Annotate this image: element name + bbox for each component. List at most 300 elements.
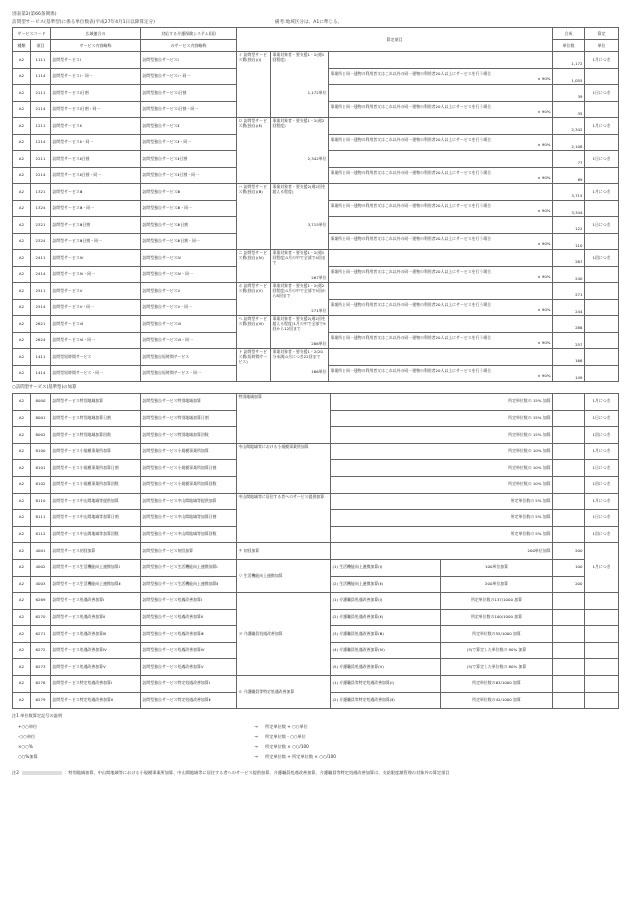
item-cell: 2214 [31,167,51,184]
name-cell: 訪問型サービスⅢ日割 [51,217,141,234]
total-units-cell: 1,172 [553,52,585,69]
name-cell: 訪問型サービスⅢ日割・同一 [51,233,141,250]
calc-unit-cell [585,283,619,300]
name-cell: 訪問型サービス処遇改善加算Ⅳ [51,642,141,659]
group-desc: 事業対象者・要支援1・2(週1回程度)1月の中で全部で4回まで [272,250,326,266]
note-formula: 所定単位数 + 所定単位数 × ○○/100 [265,753,336,759]
group-desc: 事業対象者・要支援1・2(週1回程度) [272,52,325,63]
system-name-cell: 訪問型独自サービスⅥ [141,316,237,333]
name-cell: 訪問型サービスⅤ・同一 [51,299,141,316]
group-desc: 事業対象者・要支援1・2(20分未満)1月につき22回まで [272,349,323,360]
total-units-cell: 271 [553,283,585,300]
calc-cell: 所定単位数の 5% 加算 [331,526,553,543]
same-building-pct: × 90% [537,75,551,81]
system-name-cell: 訪問型独自サービス特別地域加算日割 [141,410,237,427]
group-desc-cell [271,283,329,316]
calc-unit-cell [585,642,619,659]
system-name-cell: 訪問型独自短時間サービス [141,349,237,366]
total-units-cell: 69 [553,167,585,184]
system-name-cell: 訪問型独自サービス処遇改善加算Ⅲ [141,626,237,643]
calc-cell: 所定単位数の55/1000 加算 [441,626,553,643]
name-cell: 訪問型サービス中山間地域等提供加算 [51,493,141,510]
name-cell: 訪問型サービス中山間地域等加算日割 [51,510,141,527]
arrow-icon: → [254,743,258,749]
calc-cell: (3)で算定した単位数の 90% 加算 [441,642,553,659]
item-cell: 8001 [31,410,51,427]
note-symbol: +○○単位 [18,723,38,729]
group-desc: 事業対象者・要支援2(週2回を超える程度) [272,184,326,195]
kind-cell: A2 [13,250,31,267]
item-cell: 2411 [31,250,51,267]
group-label-cell: ニ 訪問型サービス費(独自)(Ⅳ) [237,250,271,283]
col-name-a: 広域連合の [51,28,141,40]
item-cell: 1111 [31,52,51,69]
calc-cell [329,283,553,300]
total-units-cell [553,676,585,693]
system-name-cell: 訪問型独自サービス中山間地域等加算日割 [141,510,237,527]
kind-cell: A2 [13,460,31,477]
item-cell: 6273 [31,659,51,676]
calc-cell [329,101,553,118]
system-name-cell: 訪問型独自サービスⅣ [141,250,237,267]
sub-item-cell: (2) 生活機能向上連携加算(Ⅱ) [331,576,441,593]
total-units-cell: 166 [553,349,585,366]
unit-table-additions [12,393,619,709]
calc-cell: 所定単位数の 10% 加算 [331,443,553,460]
total-units-cell: 149 [553,365,585,382]
kind-cell: A2 [13,427,31,444]
region-note: 備考:地域区分は、A1に準じる。 [274,19,343,25]
system-name-cell: 訪問型独自サービスⅣ・同一 [141,266,237,283]
total-units-cell [553,443,585,460]
kind-cell: A2 [13,659,31,676]
table-row [13,349,619,366]
group-label-cell: ハ 訪問型サービス費(独自)(Ⅲ) [237,184,271,250]
calc-cell: 100単位加算 [441,559,553,576]
kind-cell: A2 [13,68,31,85]
calc-cell [329,349,553,366]
item-cell: 2414 [31,266,51,283]
total-units-cell: 200 [553,576,585,593]
kind-cell: A2 [13,365,31,382]
name-cell: 訪問型サービスⅥ・同一 [51,332,141,349]
note-item [12,732,618,742]
item-cell: 8101 [31,460,51,477]
redacted-mark [22,771,62,775]
sub-item-cell: (1) 生活機能向上連携加算(Ⅰ) [331,559,441,576]
total-units-cell [553,609,585,626]
name-cell: 訪問型サービス処遇改善加算Ⅱ [51,609,141,626]
same-building-text: 事業所と同一建物の利用者又はこれ以外の同一建物の利用者20人以上にサービスを行う場合 [330,136,492,142]
same-building-pct: × 90% [537,240,551,246]
calc-cell: 200単位加算 [331,543,553,560]
col-kind: 種類 [13,40,31,52]
calc-unit-cell [585,676,619,693]
group-units: 2,342単位 [307,156,327,162]
calc-cell: 所定単位数の 10% 加算 [331,476,553,493]
total-units-cell: 122 [553,217,585,234]
name-cell: 訪問型サービス処遇改善加算Ⅰ [51,593,141,610]
total-units-cell [553,593,585,610]
system-name-cell: 訪問型独自サービス小規模事業所加算 [141,443,237,460]
total-units-cell [553,659,585,676]
same-building-pct: × 90% [537,207,551,213]
sub-item-cell: (2) 介護職員等特定処遇改善加算(Ⅱ) [331,692,441,709]
name-cell: 訪問型サービス生活機能向上連携加算Ⅱ [51,576,141,593]
calc-cell [329,365,553,382]
arrow-icon: → [254,733,258,739]
system-name-cell: 訪問型独自サービス小規模事業所加算日割 [141,460,237,477]
sub-item-cell: (1) 介護職員等特定処遇改善加算(Ⅰ) [331,676,441,693]
note-symbol: -○○単位 [18,733,36,739]
notes-section [12,713,618,775]
unit-table-basic [12,27,619,382]
total-units-cell [553,510,585,527]
calc-unit-cell: 1月につき [585,184,619,201]
calc-unit-cell [585,349,619,366]
kind-cell: A2 [13,299,31,316]
total-units-cell: 77 [553,151,585,168]
calc-cell [329,266,553,283]
calc-cell: 所定単位数の 5% 加算 [331,493,553,510]
calc-cell: 所定単位数の 10% 加算 [331,460,553,477]
same-building-text: 事業所と同一建物の利用者又はこれ以外の同一建物の利用者20人以上にサービスを行う場合 [330,235,492,241]
section-additions-title: ○訪問型サービス(基準型)の加算 [12,385,77,391]
calc-unit-cell: 1日につき [585,85,619,102]
same-building-text: 事業所と同一建物の利用者又はこれ以外の同一建物の利用者20人以上にサービスを行う場合 [330,169,492,175]
total-units-cell: 2,108 [553,134,585,151]
kind-cell: A2 [13,576,31,593]
addition-group-cell: ル 介護職員等特定処遇改善加算 [237,676,331,709]
calc-unit-cell: 1月につき [585,543,619,593]
calc-unit-cell: 1回につき [585,526,619,543]
name-cell: 訪問型サービスⅥ [51,316,141,333]
addition-group-cell: ヌ 介護職員処遇改善加算 [237,593,331,676]
table-row [13,184,619,201]
kind-cell: A2 [13,349,31,366]
calc-cell [329,233,553,250]
system-name-cell: 訪問型独自サービス処遇改善加算Ⅱ [141,609,237,626]
name-cell: 訪問型サービス小規模事業所加算日割 [51,460,141,477]
addition-group-cell: 中山間地域等における小規模事業所加算 [237,443,331,493]
calc-cell: 所定単位数の63/1000 加算 [441,676,553,693]
group-desc-cell [271,250,329,283]
document-header [12,12,618,25]
system-name-cell: 訪問型独自サービス特別地域加算回数 [141,427,237,444]
same-building-text: 事業所と同一建物の利用者又はこれ以外の同一建物の利用者20人以上にサービスを行う場合 [330,268,492,274]
calc-unit-cell [585,101,619,118]
calc-cell [329,134,553,151]
item-cell: 1411 [31,349,51,366]
kind-cell: A2 [13,217,31,234]
name-cell: 訪問型サービスⅣ [51,250,141,267]
total-units-cell: 3,344 [553,200,585,217]
total-units-cell: 2,342 [553,118,585,135]
note-item [12,722,618,732]
col-service-code: サービスコード [13,28,51,40]
name-cell: 訪問型サービスⅠ日割 [51,85,141,102]
item-cell: 4003 [31,576,51,593]
system-name-cell: 訪問型独自サービス生活機能向上連携加算Ⅰ [141,559,237,576]
system-name-cell: 訪問型独自サービス小規模事業所加算回数 [141,476,237,493]
calc-cell: 所定単位数の100/1000 加算 [441,609,553,626]
same-building-pct: × 90% [537,372,551,378]
system-name-cell: 訪問型独自サービスⅢ日割 [141,217,237,234]
col-name-b: サービス内容略称 [51,40,141,52]
calc-cell [329,200,553,217]
group-desc-cell [271,316,329,349]
item-cell: 1324 [31,200,51,217]
calc-cell: 200単位加算 [441,576,553,593]
kind-cell: A2 [13,443,31,460]
kind-cell: A2 [13,559,31,576]
table-row [13,118,619,135]
group-label-cell: ト 訪問型サービス費(短時間サービス) [237,349,271,382]
item-cell: 4001 [31,543,51,560]
addition-group-cell: 特別地域加算 [237,393,331,443]
item-cell: 6279 [31,692,51,709]
name-cell: 訪問型サービスⅢ・同一 [51,200,141,217]
item-cell: 2111 [31,85,51,102]
system-name-cell: 訪問型独自サービス初回加算 [141,543,237,560]
calc-cell [329,250,553,267]
total-units-cell: 110 [553,233,585,250]
kind-cell: A2 [13,410,31,427]
total-units-cell [553,526,585,543]
addition-group-cell: チ 初回加算 [237,543,331,560]
calc-unit-cell: 1日につき [585,151,619,168]
name-cell: 訪問型サービス処遇改善加算Ⅲ [51,626,141,643]
name-cell: 訪問型サービスⅣ・同一 [51,266,141,283]
name-cell: 訪問型サービス処遇改善加算Ⅴ [51,659,141,676]
calc-unit-cell: 1日につき [585,217,619,234]
item-cell: 6270 [31,609,51,626]
system-name-cell: 訪問型独自サービスⅡ・同一 [141,134,237,151]
total-units-cell [553,393,585,410]
kind-cell: A2 [13,493,31,510]
total-units-cell [553,410,585,427]
calc-unit-cell: 1月につき [585,443,619,460]
kind-cell: A2 [13,266,31,283]
calc-unit-cell [585,365,619,382]
system-name-cell: 訪問型独自サービスⅠ・同一 [141,68,237,85]
calc-unit-cell [585,134,619,151]
arrow-icon: → [254,723,258,729]
calc-unit-cell [585,299,619,316]
system-name-cell: 訪問型独自サービス生活機能向上連携加算Ⅱ [141,576,237,593]
item-cell: 8111 [31,510,51,527]
table-row [13,316,619,333]
total-units-cell [553,493,585,510]
group-units: 286単位 [311,341,327,347]
note-symbol: ○○%加算 [18,753,38,759]
table-number: 別表第2(第66条関係) [12,12,57,17]
table-row [13,543,619,560]
group-desc: 事業対象者・要支援1・2(週2回程度) [272,118,325,129]
kind-cell: A2 [13,118,31,135]
kind-cell: A2 [13,692,31,709]
group-desc-cell [271,52,329,118]
kind-cell: A2 [13,233,31,250]
item-cell: 8000 [31,393,51,410]
total-units-cell [553,642,585,659]
total-units-cell: 286 [553,316,585,333]
kind-cell: A2 [13,134,31,151]
system-name-cell: 訪問型独自サービス処遇改善加算Ⅴ [141,659,237,676]
kind-cell: A2 [13,85,31,102]
item-cell: 1114 [31,68,51,85]
item-cell: 8110 [31,493,51,510]
system-name-cell: 訪問型独自サービスⅢ・同一 [141,200,237,217]
item-cell: 2114 [31,101,51,118]
total-units-cell: 240 [553,266,585,283]
calc-unit-cell: 1日につき [585,410,619,427]
kind-cell: A2 [13,626,31,643]
col-total-a: 合成 [553,28,585,40]
calc-unit-cell [585,233,619,250]
name-cell: 訪問型短時間サービス [51,349,141,366]
total-units-cell: 39 [553,85,585,102]
group-desc: 事業対象者・要支援2(週2回を超える程度)1月の中で全部で9回から12回まで [272,316,326,332]
total-units-cell [553,692,585,709]
item-cell: 6272 [31,642,51,659]
system-name-cell: 訪問型独自サービス特定処遇改善加算Ⅰ [141,676,237,693]
kind-cell: A2 [13,510,31,527]
item-cell: 4002 [31,559,51,576]
item-cell: 8002 [31,427,51,444]
system-name-cell: 訪問型独自サービスⅡ日割・同一 [141,167,237,184]
same-building-pct: × 90% [537,273,551,279]
table-row [13,250,619,267]
name-cell: 訪問型サービスⅢ [51,184,141,201]
item-cell: 1211 [31,118,51,135]
kind-cell: A2 [13,52,31,69]
group-units: 1,172単位 [307,90,327,96]
same-building-text: 事業所と同一建物の利用者又はこれ以外の同一建物の利用者20人以上にサービスを行う場合 [330,301,492,307]
system-name-cell: 訪問型独自サービスⅠ日割・同一 [141,101,237,118]
item-cell: 6278 [31,676,51,693]
system-name-cell: 訪問型独自サービス特定処遇改善加算Ⅱ [141,692,237,709]
calc-cell: (3)で算定した単位数の 80% 加算 [441,659,553,676]
calc-unit-cell: 1回につき [585,250,619,267]
kind-cell: A2 [13,593,31,610]
calc-unit-cell: 1回につき [585,476,619,493]
calc-cell [329,52,553,69]
total-units-cell [553,476,585,493]
table-row [13,393,619,410]
group-label-cell: ロ 訪問型サービス費(独自)(Ⅱ) [237,118,271,184]
same-building-pct: × 90% [537,108,551,114]
kind-cell: A2 [13,642,31,659]
col-name-c: 対応する介護保険システム(国) [141,28,237,40]
total-units-cell [553,626,585,643]
calc-unit-cell: 1日につき [585,510,619,527]
total-units-cell: 200 [553,543,585,560]
sub-item-cell: (2) 介護職員処遇改善加算(Ⅱ) [331,609,441,626]
kind-cell: A2 [13,476,31,493]
name-cell: 訪問型サービス中山間地域等加算回数 [51,526,141,543]
table-row [13,493,619,510]
name-cell: 訪問型サービス小規模事業所加算回数 [51,476,141,493]
table-row [13,559,619,576]
table-row [13,443,619,460]
same-building-pct: × 90% [537,306,551,312]
calc-cell: 所定単位数の42/1000 加算 [441,692,553,709]
system-name-cell: 訪問型独自サービスⅡ [141,118,237,135]
name-cell: 訪問型サービス初回加算 [51,543,141,560]
system-name-cell: 訪問型独自サービス中山間地域等加算回数 [141,526,237,543]
same-building-pct: × 90% [537,141,551,147]
name-cell: 訪問型サービスⅡ [51,118,141,135]
item-cell: 2511 [31,283,51,300]
system-name-cell: 訪問型独自サービスⅢ [141,184,237,201]
item-cell: 1414 [31,365,51,382]
col-unit-b: 単位 [585,40,619,52]
name-cell: 訪問型サービス特別地域加算回数 [51,427,141,444]
name-cell: 訪問型サービス特定処遇改善加算Ⅰ [51,676,141,693]
same-building-pct: × 90% [537,339,551,345]
system-name-cell: 訪問型独自サービスⅤ・同一 [141,299,237,316]
calc-unit-cell [585,626,619,643]
total-units-cell [553,460,585,477]
same-building-text: 事業所と同一建物の利用者又はこれ以外の同一建物の利用者20人以上にサービスを行う場合 [330,202,492,208]
group-label-cell: ヘ 訪問型サービス費(独自)(Ⅵ) [237,316,271,349]
kind-cell: A2 [13,526,31,543]
name-cell: 訪問型サービスⅡ日割・同一 [51,167,141,184]
col-unit-a: 算定 [585,28,619,40]
calc-unit-cell: 1月につき [585,393,619,410]
arrow-icon: → [254,753,258,759]
system-name-cell: 訪問型独自サービスⅠ日割 [141,85,237,102]
system-name-cell: 訪問型独自サービス特別地域加算 [141,393,237,410]
calc-unit-cell: 1月につき [585,118,619,135]
notes-title: 注1 単位数算定記号の説明 [12,713,63,719]
calc-cell: 所定単位数の137/1000 加算 [441,593,553,610]
calc-unit-cell [585,659,619,676]
group-desc-cell [271,118,329,184]
name-cell: 訪問型サービスⅤ [51,283,141,300]
calc-unit-cell [585,266,619,283]
calc-cell [329,118,553,135]
calc-unit-cell [585,332,619,349]
system-name-cell: 訪問型独自サービスⅤ [141,283,237,300]
calc-cell [329,299,553,316]
item-cell: 2514 [31,299,51,316]
name-cell: 訪問型サービス小規模事業所加算 [51,443,141,460]
calc-unit-cell [585,68,619,85]
name-cell: 訪問型サービスⅠ・同一 [51,68,141,85]
calc-unit-cell [585,200,619,217]
col-name-d: のサービス内容略称 [141,40,237,52]
total-units-cell: 35 [553,101,585,118]
calc-cell: 所定単位数の 5% 加算 [331,510,553,527]
name-cell: 訪問型サービスⅠ日割・同一 [51,101,141,118]
note-item [12,742,618,752]
kind-cell: A2 [13,167,31,184]
calc-unit-cell [585,692,619,709]
total-units-cell: 244 [553,299,585,316]
name-cell: 訪問型サービス生活機能向上連携加算Ⅰ [51,559,141,576]
item-cell: 2621 [31,316,51,333]
calc-unit-cell: 1日につき [585,460,619,477]
group-desc-cell [271,349,329,382]
kind-cell: A2 [13,609,31,626]
calc-cell [329,316,553,333]
item-cell: 6269 [31,593,51,610]
kind-cell: A2 [13,676,31,693]
note-formula: 所定単位数 - ○○単位 [265,733,306,739]
calc-unit-cell [585,167,619,184]
